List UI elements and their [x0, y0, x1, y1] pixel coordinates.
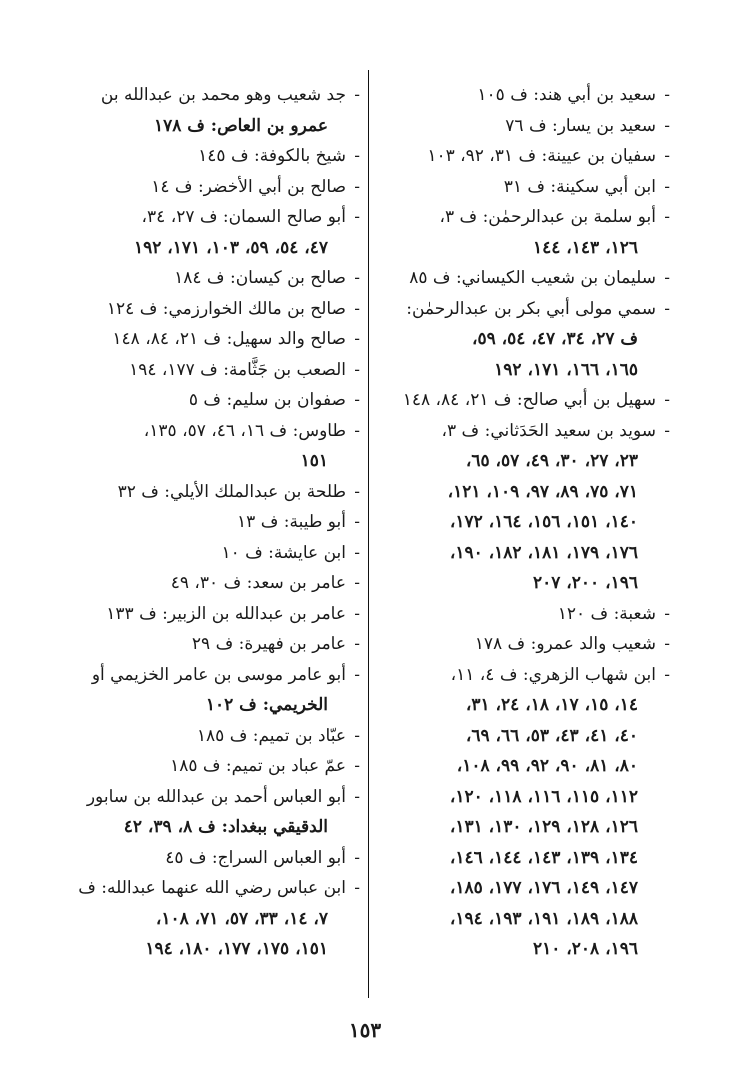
- entry-dash: -: [354, 298, 360, 319]
- entry-dash: -: [664, 634, 670, 654]
- entry-continuation: ١١٢، ١١٥، ١١٦، ١١٨، ١٢٠،: [449, 786, 638, 807]
- entry-continuation: ٢٣، ٢٧، ٣٠، ٤٩، ٥٧، ٦٥،: [465, 451, 638, 471]
- entry-dash: -: [354, 268, 360, 288]
- entry-heading: طاوس: ف ١٦، ٤٦، ٥٧، ١٣٥،: [143, 420, 346, 441]
- entry-dash: -: [664, 390, 670, 410]
- index-entry: [48, 873, 360, 965]
- index-column-right: [378, 80, 670, 965]
- entry-continuation: ٧، ١٤، ٣٣، ٥٧، ٧١، ١٠٨،: [155, 908, 328, 929]
- index-entry: [48, 751, 360, 782]
- entry-heading: صالح بن كيسان: ف ١٨٤: [174, 268, 346, 288]
- entry-continuation: الخريمي: ف ١٠٢: [205, 695, 328, 715]
- entry-heading: عمّ عباد بن تميم: ف ١٨٥: [170, 756, 346, 776]
- entry-heading: جد شعيب وهو محمد بن عبدالله بن: [100, 85, 346, 105]
- entry-dash: -: [354, 847, 360, 868]
- entry-dash: -: [664, 603, 670, 624]
- index-entry: [48, 629, 360, 660]
- index-entry: [378, 111, 670, 142]
- entry-dash: -: [354, 85, 360, 105]
- entry-heading: سمي مولى أبي بكر بن عبدالرحمٰن:: [406, 298, 656, 319]
- entry-heading: أبو عامر موسى بن عامر الخزيمي أو: [91, 664, 346, 685]
- index-entry: [48, 568, 360, 599]
- entry-dash: -: [354, 664, 360, 685]
- entry-dash: -: [354, 481, 360, 502]
- entry-continuation: ٤٠، ٤١، ٤٣، ٥٣، ٦٦، ٦٩،: [465, 725, 638, 746]
- entry-dash: -: [354, 146, 360, 166]
- entry-heading: شيخ بالكوفة: ف ١٤٥: [198, 146, 346, 166]
- entry-dash: -: [664, 420, 670, 441]
- entry-dash: -: [354, 390, 360, 410]
- entry-continuation: عمرو بن العاص: ف ١٧٨: [153, 115, 328, 136]
- index-entry: [48, 355, 360, 386]
- entry-heading: شعيب والد عمرو: ف ١٧٨: [474, 634, 656, 654]
- index-entry: [378, 141, 670, 172]
- index-entry: [48, 782, 360, 843]
- entry-continuation: ١٩٦، ٢٠٨، ٢١٠: [532, 939, 638, 959]
- column-divider: [368, 70, 369, 998]
- index-entry: [378, 80, 670, 111]
- index-entry: [48, 263, 360, 294]
- entry-dash: -: [354, 329, 360, 349]
- entry-dash: -: [664, 85, 670, 105]
- page-number: ١٥٣: [348, 1018, 382, 1042]
- index-entry: [48, 843, 360, 874]
- entry-heading: ابن عباس رضي الله عنهما عبدالله: ف: [78, 878, 346, 898]
- entry-heading: أبو سلمة بن عبدالرحمٰن: ف ٣،: [439, 207, 656, 227]
- entry-continuation: ف ٢٧، ٣٤، ٤٧، ٥٤، ٥٩،: [472, 329, 638, 349]
- entry-dash: -: [664, 207, 670, 227]
- entry-dash: -: [354, 878, 360, 898]
- entry-dash: -: [664, 115, 670, 136]
- index-entry: [48, 660, 360, 721]
- entry-dash: -: [664, 268, 670, 288]
- entry-heading: عامر بن عبدالله بن الزبير: ف ١٣٣: [106, 603, 346, 624]
- entry-continuation: ١٤٧، ١٤٩، ١٧٦، ١٧٧، ١٨٥،: [449, 878, 638, 898]
- entry-heading: ابن عايشة: ف ١٠: [221, 542, 346, 563]
- entry-heading: سعيد بن يسار: ف ٧٦: [505, 115, 656, 136]
- entry-continuation: ١٤٠، ١٥١، ١٥٦، ١٦٤، ١٧٢،: [449, 512, 638, 532]
- index-entry: [48, 294, 360, 325]
- entry-heading: أبو العباس أحمد بن عبدالله بن سابور: [86, 786, 346, 807]
- index-column-left: [48, 80, 360, 965]
- entry-dash: -: [354, 786, 360, 807]
- entry-dash: -: [664, 146, 670, 166]
- entry-heading: سليمان بن شعيب الكيساني: ف ٨٥: [409, 268, 656, 288]
- entry-continuation: ٨٠، ٨١، ٩٠، ٩٢، ٩٩، ١٠٨،: [456, 756, 638, 776]
- entry-dash: -: [664, 298, 670, 319]
- entry-dash: -: [354, 634, 360, 654]
- entry-dash: -: [354, 603, 360, 624]
- entry-continuation: ١٧٦، ١٧٩، ١٨١، ١٨٢، ١٩٠،: [449, 542, 638, 563]
- index-entry: [48, 477, 360, 508]
- index-entry: [378, 660, 670, 965]
- index-entry: [48, 80, 360, 141]
- entry-heading: صالح والد سهيل: ف ٢١، ٨٤، ١٤٨: [112, 329, 346, 349]
- index-entry: [48, 507, 360, 538]
- entry-continuation: ١٥١، ١٧٥، ١٧٧، ١٨٠، ١٩٤: [145, 939, 328, 959]
- entry-heading: ابن شهاب الزهري: ف ٤، ١١،: [450, 664, 656, 685]
- entry-continuation: ١٢٦، ١٤٣، ١٤٤: [532, 237, 638, 258]
- entry-dash: -: [354, 512, 360, 532]
- entry-continuation: ١٥١: [300, 451, 328, 471]
- entry-dash: -: [664, 176, 670, 197]
- index-entry: [48, 141, 360, 172]
- entry-dash: -: [354, 725, 360, 746]
- entry-heading: أبو العباس السراج: ف ٤٥: [165, 847, 346, 868]
- entry-heading: سهيل بن أبي صالح: ف ٢١، ٨٤، ١٤٨: [402, 390, 656, 410]
- entry-continuation: ١٦٥، ١٦٦، ١٧١، ١٩٢: [494, 359, 638, 380]
- index-entry: [378, 202, 670, 263]
- entry-heading: سعيد بن أبي هند: ف ١٠٥: [477, 85, 656, 105]
- entry-dash: -: [354, 207, 360, 227]
- entry-heading: شعبة: ف ١٢٠: [557, 603, 656, 624]
- entry-heading: أبو صالح السمان: ف ٢٧، ٣٤،: [141, 207, 346, 227]
- entry-heading: صالح بن مالك الخوارزمي: ف ١٢٤: [106, 298, 346, 319]
- index-entry: [48, 416, 360, 477]
- entry-continuation: ١٤، ١٥، ١٧، ١٨، ٢٤، ٣١،: [465, 695, 638, 715]
- entry-dash: -: [354, 756, 360, 776]
- index-entry: [378, 263, 670, 294]
- index-entry: [378, 599, 670, 630]
- entry-continuation: ١٨٨، ١٨٩، ١٩١، ١٩٣، ١٩٤،: [449, 908, 638, 929]
- entry-dash: -: [664, 664, 670, 685]
- entry-heading: عامر بن سعد: ف ٣٠، ٤٩: [170, 573, 346, 593]
- index-entry: [48, 599, 360, 630]
- entry-heading: طلحة بن عبدالملك الأيلي: ف ٣٢: [117, 481, 346, 502]
- entry-heading: سفيان بن عيينة: ف ٣١، ٩٢، ١٠٣: [427, 146, 656, 166]
- index-entry: [378, 385, 670, 416]
- entry-heading: ابن أبي سكينة: ف ٣١: [503, 176, 656, 197]
- entry-heading: عامر بن فهيرة: ف ٢٩: [191, 634, 346, 654]
- index-entry: [48, 172, 360, 203]
- entry-dash: -: [354, 420, 360, 441]
- entry-dash: -: [354, 176, 360, 197]
- entry-heading: عبّاد بن تميم: ف ١٨٥: [196, 725, 346, 746]
- entry-heading: أبو طيبة: ف ١٣: [237, 512, 346, 532]
- entry-heading: سويد بن سعيد الحَدَثاني: ف ٣،: [441, 420, 656, 441]
- index-entry: [48, 721, 360, 752]
- index-entry: [378, 294, 670, 386]
- entry-dash: -: [354, 359, 360, 380]
- index-entry: [378, 416, 670, 599]
- entry-heading: صالح بن أبي الأخضر: ف ١٤: [151, 176, 346, 197]
- entry-continuation: ١٩٦، ٢٠٠، ٢٠٧: [532, 573, 638, 593]
- entry-heading: الصعب بن جَثَّامة: ف ١٧٧، ١٩٤: [129, 359, 346, 380]
- entry-continuation: الدقيقي ببغداد: ف ٨، ٣٩، ٤٢: [123, 817, 328, 837]
- index-entry: [48, 324, 360, 355]
- index-entry: [378, 629, 670, 660]
- entry-continuation: ٤٧، ٥٤، ٥٩، ١٠٣، ١٧١، ١٩٢: [133, 237, 328, 258]
- entry-heading: صفوان بن سليم: ف ٥: [188, 390, 346, 410]
- index-entry: [378, 172, 670, 203]
- entry-dash: -: [354, 542, 360, 563]
- entry-dash: -: [354, 573, 360, 593]
- entry-continuation: ١٣٤، ١٣٩، ١٤٣، ١٤٤، ١٤٦،: [449, 847, 638, 868]
- index-entry: [48, 538, 360, 569]
- entry-continuation: ١٢٦، ١٢٨، ١٢٩، ١٣٠، ١٣١،: [449, 817, 638, 837]
- index-entry: [48, 202, 360, 263]
- index-entry: [48, 385, 360, 416]
- entry-continuation: ٧١، ٧٥، ٨٩، ٩٧، ١٠٩، ١٢١،: [447, 481, 638, 502]
